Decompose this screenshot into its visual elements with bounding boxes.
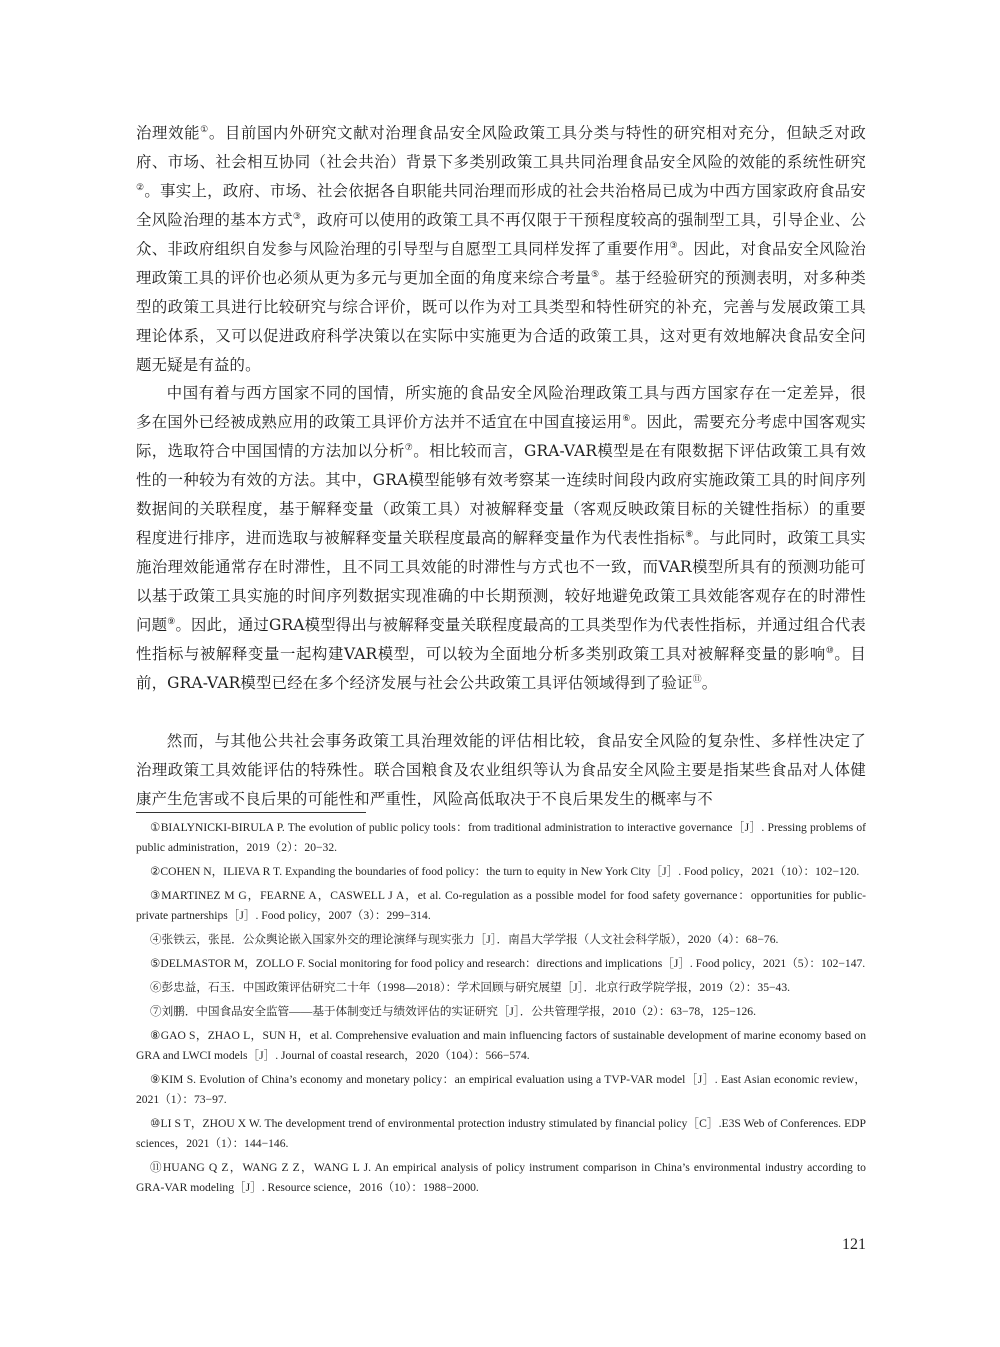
footnote-mark: ④ <box>150 933 162 946</box>
footnote-item <box>136 1114 866 1154</box>
footnote-ref[interactable]: ⑪ <box>692 674 702 685</box>
footnote-item <box>136 954 866 974</box>
footnote-ref[interactable]: ⑨ <box>167 616 176 627</box>
footnote-item <box>136 1070 866 1110</box>
footnote-item <box>136 818 866 858</box>
para1-text-1: 治理效能 <box>136 124 201 142</box>
footnote-mark: ⑨ <box>150 1073 161 1086</box>
footnote-ref[interactable]: ② <box>136 182 145 193</box>
para1-text-6: 。基于经验研究的预测表明，对多种类型的政策工具进行比较研究与综合评价，既可以作为对工具类型和特性研究的补充，完善与发展政策工具理论体系，又可以促进政府科学决策以在实际中实施更为合适的政策工具，这对更有效地解决食品安全问题无疑是有益的。 <box>136 269 866 374</box>
footnote-ref[interactable]: ⑥ <box>622 413 631 424</box>
footnote-ref[interactable]: ① <box>200 124 209 135</box>
footnote-text: DELMASTOR M，ZOLLO F. Social monitoring for food policy and research：directions and implications［J］. Food policy，2021（5）：102−147. <box>160 957 866 970</box>
footnote-mark: ② <box>150 865 161 878</box>
para2-text-2: 。因此，需要充分考虑中国客观实际，选取符合中国国情的方法加以分析 <box>136 413 866 460</box>
para1-text-3: 。事实上，政府、市场、社会依据各自职能共同治理而形成的社会共治格局已成为中西方国家政府食品安全风险治理的基本方式 <box>136 182 866 229</box>
para2-text-7: 。 <box>701 674 718 692</box>
footnote-ref[interactable]: ⑤ <box>591 269 600 280</box>
footnote-mark: ⑪ <box>150 1161 163 1174</box>
footnote-mark: ⑧ <box>150 1029 161 1042</box>
para2-text-5: 。因此，通过GRA模型得出与被解释变量关联程度最高的工具类型作为代表性指标，并通过组合代表性指标与被解释变量一起构建VAR模型，可以较为全面地分析多类别政策工具对被解释变量的影响 <box>136 616 866 663</box>
footnote-item <box>136 886 866 926</box>
footnote-item <box>136 862 866 882</box>
footnotes-list <box>136 818 866 1202</box>
para3-text: 然而，与其他公共社会事务政策工具治理效能的评估相比较，食品安全风险的复杂性、多样性决定了治理政策工具效能评估的特殊性。联合国粮食及农业组织等认为食品安全风险主要是指某些食品对人体健康产生危害或不良后果的可能性和严重性，风险高低取决于不良后果发生的概率与不 <box>136 732 866 808</box>
footnote-text: 彭忠益，石玉．中国政策评估研究二十年（1998—2018）：学术回顾与研究展望［J］．北京行政学院学报，2019（2）：35−43. <box>161 981 791 994</box>
para2-text-4: 。与此同时，政策工具实施治理效能通常存在时滞性，且不同工具效能的时滞性与方式也不一致，而VAR模型所具有的预测功能可以基于政策工具实施的时间序列数据实现准确的中长期预测，较好地避免政策工具效能客观存在的时滞性问题 <box>136 529 866 634</box>
footnote-text: BIALYNICKI-BIRULA P. The evolution of public policy tools：from traditional administration to interactive governance［J］. Pressing problems of public administration，2019（2）：20−32. <box>136 821 866 854</box>
footnote-item <box>136 1002 866 1022</box>
footnote-text: 张铁云，张昆．公众舆论嵌入国家外交的理论演绎与现实张力［J］．南昌大学学报（人文社会科学版），2020（4）：68−76. <box>161 933 779 946</box>
footnote-ref[interactable]: ⑦ <box>404 442 414 453</box>
footnote-item <box>136 1026 866 1066</box>
footnote-mark: ⑥ <box>150 981 162 994</box>
footnote-text: 刘鹏．中国食品安全监管——基于体制变迁与绩效评估的实证研究［J］．公共管理学报，2010（2）：63−78，125−126. <box>161 1005 756 1018</box>
footnote-item <box>136 930 866 950</box>
footnote-text: HUANG Q Z，WANG Z Z，WANG L J. An empirical analysis of policy instrument comparison in China’s environmental industry according to GRA-VAR modeling［J］. Resource science，2016（10）：1988−2000. <box>136 1161 866 1194</box>
body-paragraph-3 <box>136 727 866 814</box>
body-paragraph-2 <box>136 379 866 698</box>
footnote-text: KIM S. Evolution of China’s economy and monetary policy：an empirical evaluation using a TVP-VAR model［J］. East Asian economic review，2021（1）：73−97. <box>136 1073 866 1106</box>
footnote-mark: ⑤ <box>150 957 161 970</box>
para2-text-6: 。目前，GRA-VAR模型已经在多个经济发展与社会公共政策工具评估领域得到了验证 <box>136 645 866 692</box>
footnote-text: LI S T，ZHOU X W. The development trend of environmental protection industry stimulated by financial policy［C］.E3S Web of Conferences. EDP sciences，2021（1）：144−146. <box>136 1117 866 1150</box>
footnote-text: COHEN N，ILIEVA R T. Expanding the boundaries of food policy：the turn to equity in New York City［J］. Food policy，2021（10）：102−120. <box>160 865 860 878</box>
footnote-divider <box>136 812 366 813</box>
footnote-ref[interactable]: ③ <box>292 211 302 222</box>
footnote-text: MARTINEZ M G，FEARNE A，CASWELL J A，et al. Co-regulation as a possible model for food safety governance：opportunities for public-private partnerships［J］. Food policy，2007（3）：299−314. <box>136 889 866 922</box>
footnote-mark: ⑩ <box>150 1117 161 1130</box>
para2-text-1: 中国有着与西方国家不同的国情，所实施的食品安全风险治理政策工具与西方国家存在一定差异，很多在国外已经被成熟应用的政策工具评价方法并不适宜在中国直接运用 <box>136 384 866 431</box>
para1-text-4: ，政府可以使用的政策工具不再仅限于干预程度较高的强制型工具，引导企业、公众、非政府组织自发参与风险治理的引导型与自愿型工具同样发挥了重要作用 <box>136 211 866 258</box>
page-number: 121 <box>842 1236 866 1253</box>
footnote-ref[interactable]: ⑧ <box>685 529 694 540</box>
para1-text-5: 。因此，对食品安全风险治理政策工具的评价也必须从更为多元与更加全面的角度来综合考量 <box>136 240 866 287</box>
footnote-text: GAO S，ZHAO L，SUN H，et al. Comprehensive evaluation and main influencing factors of sustainable development of marine economy based on GRA and LWCI models［J］. Journal of coastal research，2020（104）：566−574. <box>136 1029 866 1062</box>
footnote-mark: ③ <box>150 889 162 902</box>
para1-text-2: 。目前国内外研究文献对治理食品安全风险政策工具分类与特性的研究相对充分，但缺乏对政府、市场、社会相互协同（社会共治）背景下多类别政策工具共同治理食品安全风险的效能的系统性研究 <box>136 124 866 171</box>
footnote-ref[interactable]: ③ <box>669 240 678 251</box>
footnote-mark: ① <box>150 821 161 834</box>
body-paragraph-1 <box>136 119 866 380</box>
footnote-item <box>136 978 866 998</box>
footnote-ref[interactable]: ⑩ <box>825 645 835 656</box>
footnote-item <box>136 1158 866 1198</box>
footnote-mark: ⑦ <box>150 1005 162 1018</box>
para2-text-3: 。相比较而言，GRA-VAR模型是在有限数据下评估政策工具有效性的一种较为有效的方法。其中，GRA模型能够有效考察某一连续时间段内政府实施政策工具的时间序列数据间的关联程度，基于解释变量（政策工具）对被解释变量（客观反映政策目标的关键性指标）的重要程度进行排序，进而选取与被解释变量关联程度最高的解释变量作为代表性指标 <box>136 442 866 547</box>
